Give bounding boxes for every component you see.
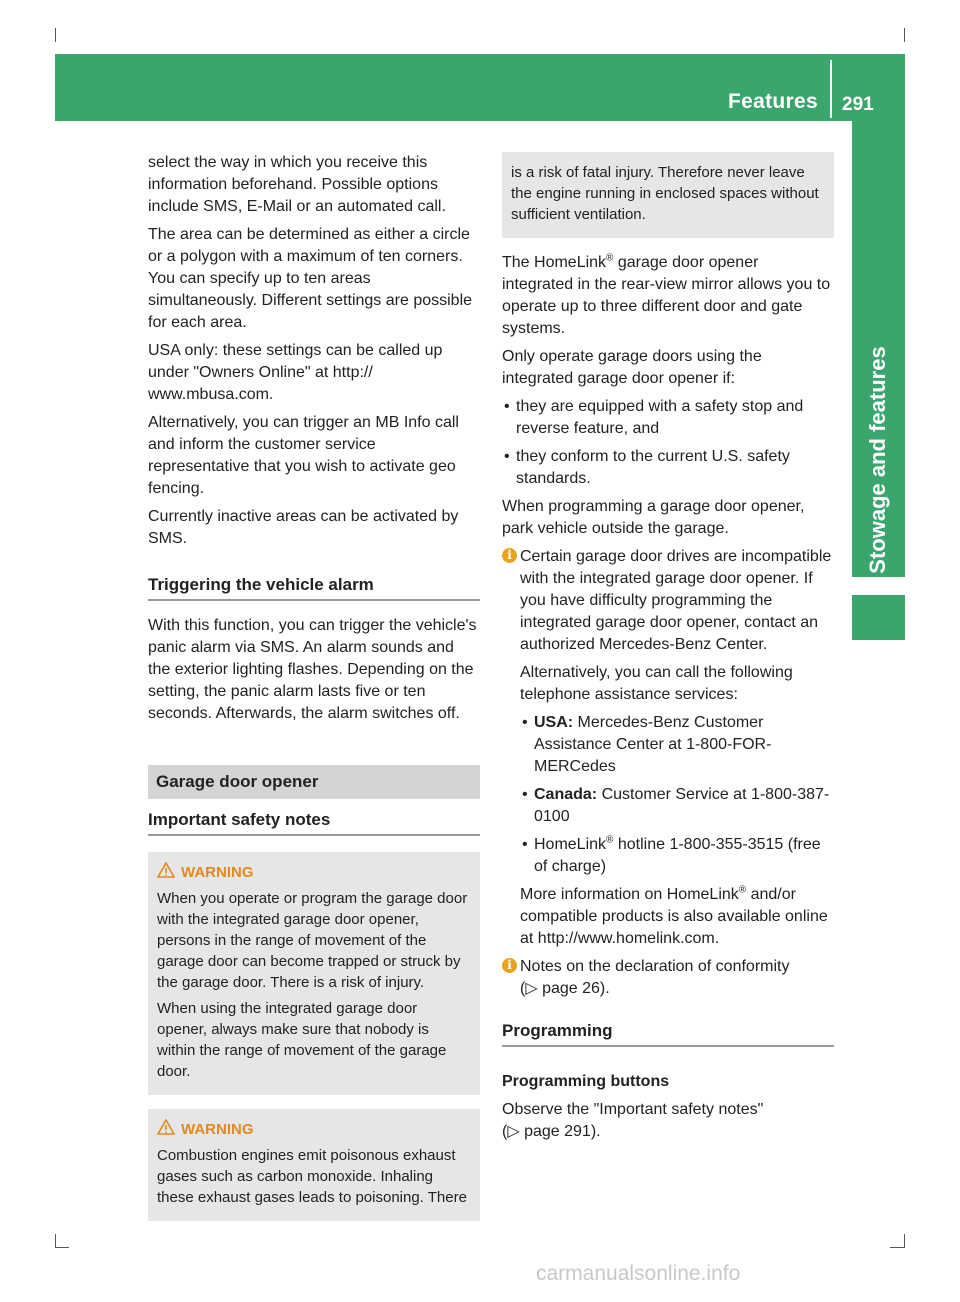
list-item: • Canada: Customer Service at 1-800-387-0100 — [520, 784, 834, 828]
section-heading-programming: Programming — [502, 1020, 834, 1047]
page-ref-arrow-icon: ▷ — [507, 1123, 520, 1140]
warning-box-continued — [502, 152, 834, 238]
info-note — [502, 546, 834, 950]
right-column — [502, 152, 834, 1149]
page-number: 291 — [842, 94, 874, 115]
section-heading-alarm: Triggering the vehicle alarm — [148, 574, 480, 601]
warning-text: When using the integrated garage door opener, always make sure that nobody is within the range of movement of the garage door. — [157, 1000, 447, 1081]
paragraph: Only operate garage doors using the integrated garage door opener if: — [502, 348, 762, 387]
paragraph: When programming a garage door opener, park vehicle outside the garage. — [502, 498, 805, 537]
paragraph: Currently inactive areas can be activated by SMS. — [148, 508, 459, 547]
header-divider — [830, 60, 832, 118]
warning-text: When you operate or program the garage door with the integrated garage door opener, persons in the range of movement of the garage door can become trapped or struck by the garage door. There is a risk of injury. — [157, 890, 468, 992]
list-item: • they conform to the current U.S. safety standards. — [502, 446, 834, 490]
paragraph: select the way in which you receive this information beforehand. Possible options include SMS, E-Mail or an automated call. — [148, 154, 446, 215]
page-ref-link[interactable]: page 291). — [524, 1123, 601, 1140]
left-column — [148, 152, 480, 1221]
crop-mark — [55, 1234, 56, 1248]
page-ref-link[interactable]: page 26). — [542, 980, 610, 997]
warning-header: WARNING — [157, 862, 471, 884]
crop-mark — [904, 1234, 905, 1248]
info-icon: i — [502, 548, 517, 563]
info-icon: i — [502, 958, 517, 973]
section-heading-safety: Important safety notes — [148, 809, 480, 836]
warning-header: WARNING — [157, 1119, 471, 1141]
list-item: • they are equipped with a safety stop and reverse feature, and — [502, 396, 834, 440]
warning-triangle-icon — [157, 862, 177, 884]
crop-mark — [890, 1247, 904, 1248]
warning-box — [148, 1109, 480, 1221]
crop-mark — [904, 28, 905, 42]
paragraph: The area can be determined as either a circle or a polygon with a maximum of ten corners. You can specify up to ten areas simultaneously. Different settings are possible for each area. — [148, 226, 473, 331]
crop-mark — [55, 1247, 69, 1248]
info-text: Alternatively, you can call the following telephone assistance services: — [520, 664, 793, 703]
warning-box — [148, 852, 480, 1095]
info-text: More information on HomeLink® and/or compatible products is also available online at http://www.homelink.com. — [520, 884, 828, 947]
warning-triangle-icon — [157, 1119, 177, 1141]
warning-text: is a risk of fatal injury. Therefore never leave the engine running in enclosed spaces without sufficient ventilation. — [511, 164, 819, 223]
info-text: Notes on the declaration of conformity (▷ page 26). — [520, 958, 790, 997]
section-heading-garage: Garage door opener — [148, 765, 480, 799]
subheading-programming-buttons: Programming buttons — [502, 1073, 670, 1090]
paragraph: Alternatively, you can trigger an MB Info call and inform the customer service representative that you wish to activate geo fencing. — [148, 414, 459, 497]
page-ref-arrow-icon: ▷ — [525, 980, 538, 997]
paragraph: Observe the "Important safety notes" (▷ page 291). — [502, 1101, 764, 1140]
paragraph: With this function, you can trigger the vehicle's panic alarm via SMS. An alarm sounds and the exterior lighting flashes. Depending on the setting, the panic alarm lasts five or ten seconds. Afterwards, the alarm switches off. — [148, 617, 477, 722]
warning-text: Combustion engines emit poisonous exhaust gases such as carbon monoxide. Inhaling these exhaust gases leads to poisoning. There — [157, 1147, 467, 1207]
side-block — [852, 595, 905, 640]
side-tab-label: Stowage and features — [865, 346, 890, 574]
info-text: Certain garage door drives are incompatible with the integrated garage door opener. If you have difficulty programming the integrated garage door opener, contact an authorized Mercedes-Benz Center. — [520, 548, 832, 653]
watermark: carmanualsonline.info — [536, 1262, 741, 1285]
list-item: • HomeLink® hotline 1-800-355-3515 (free of charge) — [520, 834, 834, 878]
list-item: • USA: Mercedes-Benz Customer Assistance Center at 1-800-FOR-MERCedes — [520, 712, 834, 778]
info-note — [502, 956, 834, 1000]
paragraph: USA only: these settings can be called up under "Owners Online" at http:// www.mbusa.com. — [148, 342, 443, 403]
crop-mark — [55, 28, 56, 42]
page-title: Features — [728, 90, 818, 113]
paragraph: The HomeLink® garage door opener integrated in the rear-view mirror allows you to operate up to three different door and gate systems. — [502, 252, 831, 337]
